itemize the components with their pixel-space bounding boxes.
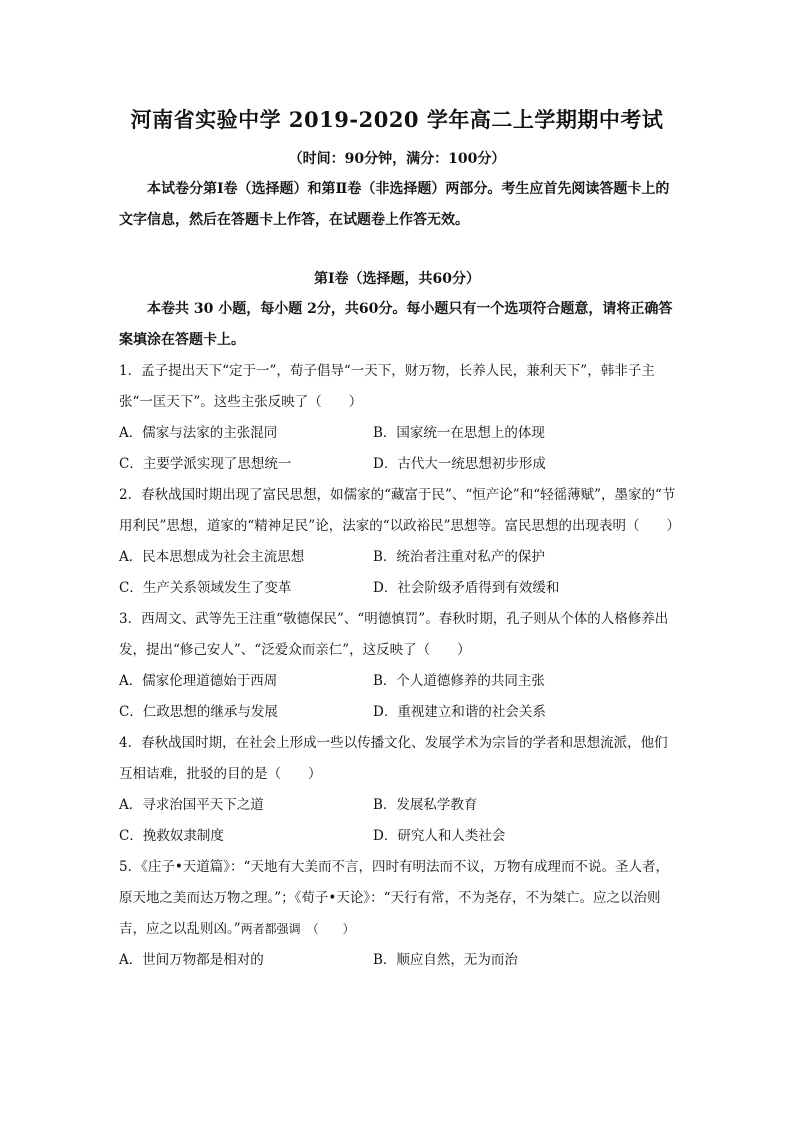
option-a: A．寻求治国平天下之道 [119,797,264,813]
question-1 [119,356,679,480]
option-a: A．世间万物都是相对的 [119,952,264,968]
question-options [119,418,679,480]
question-list [119,356,679,976]
option-b: B．国家统一在思想上的体现 [373,425,545,441]
question-5 [119,852,679,976]
question-options [119,790,679,852]
section-title: 第Ⅰ卷（选择题，共60分） [313,271,481,287]
option-b: B．发展私学教育 [373,797,478,813]
option-c: C．仁政思想的继承与发展 [119,704,278,720]
option-c: C．生产关系领域发生了变革 [119,580,292,596]
option-d: D．古代大一统思想初步形成 [373,456,546,472]
option-c: C．挽救奴隶制度 [119,828,224,844]
question-options [119,542,679,604]
option-c: C．主要学派实现了思想统一 [119,456,292,472]
question-2 [119,480,679,604]
option-d: D．重视建立和谐的社会关系 [373,704,546,720]
option-b: B．顺应自然，无为而治 [373,952,518,968]
option-a: A．儒家伦理道德始于西周 [119,673,278,689]
option-b: B．统治者注重对私产的保护 [373,549,545,565]
option-d: D．社会阶级矛盾得到有效缓和 [373,580,560,596]
option-d: D．研究人和人类社会 [373,828,506,844]
question-options [119,666,679,728]
question-stem: 2．春秋战国时期出现了富民思想，如儒家的“藏富于民”、“恒产论”和“轻徭薄赋”，墨家的“节用利民”思想，道家的“精神足民”论，法家的“以政裕民”思想等。富民思想的出现表明（ ） [119,487,681,534]
question-stem: 4．春秋战国时期，在社会上形成一些以传播文化、发展学术为宗旨的学者和思想流派，他们互相诘难，批驳的目的是（ ） [119,735,668,782]
exam-title: 河南省实验中学 2019-2020 学年高二上学期期中考试 [130,107,664,132]
question-stem [119,852,679,945]
question-stem-text: 5．《庄子•天道篇》：“天地有大美而不言，四时有明法而不议，万物有成理而不说。圣人者，原天地之美而达万物之理。”；《荀子•天论》：“天行有常，不为尧存，不为桀亡。应之以治则吉，应之以乱则凶。” [119,859,669,937]
exam-subtitle: （时间：90分钟，满分：100分） [288,151,506,167]
option-a: A．民本思想成为社会主流思想 [119,549,305,565]
option-b: B．个人道德修养的共同主张 [373,673,545,689]
question-options [119,945,679,976]
exam-instructions: 本试卷分第Ⅰ卷（选择题）和第Ⅱ卷（非选择题）两部分。考生应首先阅读答题卡上的文字信息，然后在答题卡上作答，在试题卷上作答无效。 [119,181,670,228]
question-stem: 3．西周文、武等先王注重“敬德保民”、“明德慎罚”。春秋时期，孔子则从个体的人格修养出发，提出“修己安人”、“泛爱众而亲仁”，这反映了（ ） [119,611,669,658]
option-a: A．儒家与法家的主张混同 [119,425,278,441]
section-description: 本卷共 30 小题，每小题 2分，共60分。每小题只有一个选项符合题意，请将正确答案填涂在答题卡上。 [119,301,673,348]
question-stem: 1．孟子提出天下“定于一”，荀子倡导“一天下，财万物，长养人民，兼利天下”，韩非子主张“一匡天下”。这些主张反映了（ ） [119,363,655,410]
question-stem-tail: 两者都强调 （ ） [240,922,355,936]
question-4 [119,728,679,852]
question-3 [119,604,679,728]
